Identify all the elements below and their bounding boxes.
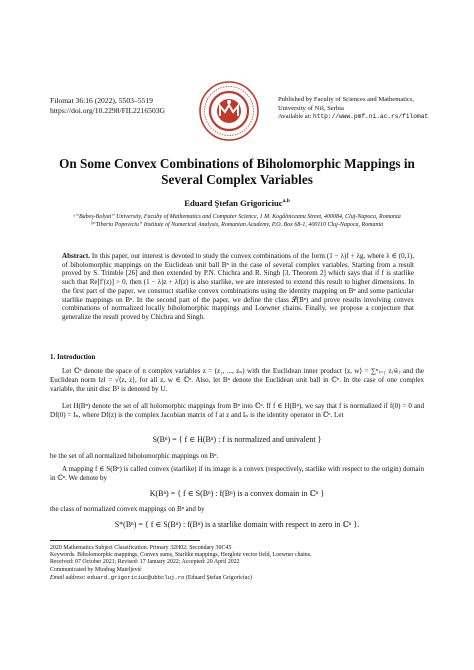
abstract-text: In this paper, our interest is devoted to study the convex combinations of the form (1 − λ)f + λg, where λ ∈ (0,1), of biholomorphic mappings on the Euclidean unit ball Bⁿ in the case of several complex variables. Starting from a result proved by S. Trimble [26] and then extended by P.N. Chichra and R. Singh [3, Theorem 2] which says that if f is starlike such that Re[f′(z)] > 0, then (1 − λ)z + λf(z) is also starlike, we are interested to extend this result to higher dimensions. In the first part of the paper, we construct starlike convex combinations using the identity mapping on Bⁿ and some particular starlike mappings on Bⁿ. In the second part of the paper, we define the class 𝓛(Bⁿ) and prove results involving convex combinations of normalized locally biholomorphic mappings and Loewner chains. Finally, we propose a conjecture that generalize the result proved by Chichra and Singh. (62, 252, 414, 321)
paragraph-2: Let H(Bⁿ) denote the set of all holomorphic mappings from Bⁿ into ℂⁿ. If f ∈ H(Bⁿ), we say that f is normalized if f(0) = 0 and Df(0) = Iₙ, where Df(z) is the complex Jacobian matrix of f at z and Iₙ is the identity operator in ℂⁿ. Let (50, 402, 424, 419)
equation-starlike-class: S*(Bⁿ) = { f ∈ S(Bⁿ) : f(Bⁿ) is a starlike domain with respect to zero in ℂⁿ }. (114, 520, 360, 529)
publisher-info (278, 96, 458, 122)
title-line-1: On Some Convex Combinations of Biholomorphic Mappings in (59, 156, 415, 171)
email-owner: (Eduard Ştefan Grigoriciuc) (185, 574, 253, 581)
communicated-by: Communicated by Miodrag Mateljević (50, 566, 142, 573)
journal-header (50, 96, 165, 115)
equation-s-class: S(Bⁿ) = { f ∈ H(Bⁿ) : f is normalized and univalent } (152, 435, 322, 444)
section-heading: 1. Introduction (50, 353, 96, 361)
author-affiliation-marks: a,b (282, 198, 290, 205)
journal-url-link[interactable]: http://www.pmf.ni.ac.rs/filomat (313, 113, 429, 121)
abstract-label: Abstract. (62, 252, 90, 260)
title-line-2: Several Complex Variables (161, 172, 313, 187)
msc-classification: 2020 Mathematics Subject Classification. Primary 32H02; Secondary 30C45 (50, 545, 232, 551)
affiliation-a: ᵃ“Babeş-Bolyai” University, Faculty of Mathematics and Computer Science, 1 M. Kogălniceanu Street, 400084, Cluj-Napoca, Romania (73, 214, 401, 220)
paragraph-3: be the set of all normalized biholomorphic mappings on Bⁿ. (50, 452, 219, 460)
publisher-line-1: Published by Faculty of Sciences and Mathematics, (278, 96, 415, 103)
paragraph-5: the class of normalized convex mappings on Bⁿ and by (50, 505, 205, 513)
filomat-seal-logo-icon (198, 80, 260, 142)
doi-link[interactable]: https://doi.org/10.2298/FIL2216503G (50, 105, 166, 115)
equation-k-class: K(Bⁿ) = { f ∈ S(Bⁿ) : f(Bⁿ) is a convex domain in ℂⁿ } (149, 489, 325, 498)
email-link[interactable]: eduard.grigoriciuc@ubbcluj.ro (87, 573, 185, 581)
abstract (62, 252, 414, 322)
email-line (50, 574, 424, 582)
paragraph-4: A mapping f ∈ S(Bⁿ) is called convex (starlike) if its image is a convex (respectively, starlike with respect to the origin) domain in ℂⁿ. We denote by (50, 465, 424, 482)
affiliations (40, 214, 434, 229)
journal-citation: Filomat 36:16 (2022), 5503–5519 (50, 96, 153, 105)
keywords: Keywords. Biholomorphic mappings, Convex sums, Starlike mappings, Herglotz vector field, Loewner chains. (50, 552, 312, 559)
paper-title (0, 156, 474, 188)
affiliation-b: ᵇ“Tiberiu Popoviciu” Institute of Numerical Analysis, Romanian Academy, P.O. Box 68-1, 400110 Cluj-Napoca, Romania (90, 221, 384, 228)
email-label: Email address: (50, 574, 86, 581)
publisher-line-2: University of Niš, Serbia (278, 104, 344, 112)
availability-line (278, 113, 458, 122)
author-line (0, 198, 474, 208)
paragraph-1: Let ℂⁿ denote the space of n complex variables z = (z₁, ..., zₙ) with the Euclidean inner product ⟨z, w⟩ = ∑ⁿⱼ₌₁ zⱼw̄ⱼ and the Euclidean norm ‖z‖ = √⟨z, z⟩, for all z, w ∈ ℂⁿ. Also, let Bⁿ denote the Euclidean unit ball in ℂⁿ. In the case of one complex variable, the unit disc B¹ is denoted by U. (50, 367, 424, 393)
available-label: Available at: (278, 113, 312, 121)
author-name: Eduard Ştefan Grigoriciuc (184, 198, 283, 208)
footnotes (50, 545, 424, 582)
footnote-divider (50, 540, 200, 541)
received-dates: Received: 07 October 2021; Revised: 17 January 2022; Accepted: 20 April 2022 (50, 559, 240, 566)
